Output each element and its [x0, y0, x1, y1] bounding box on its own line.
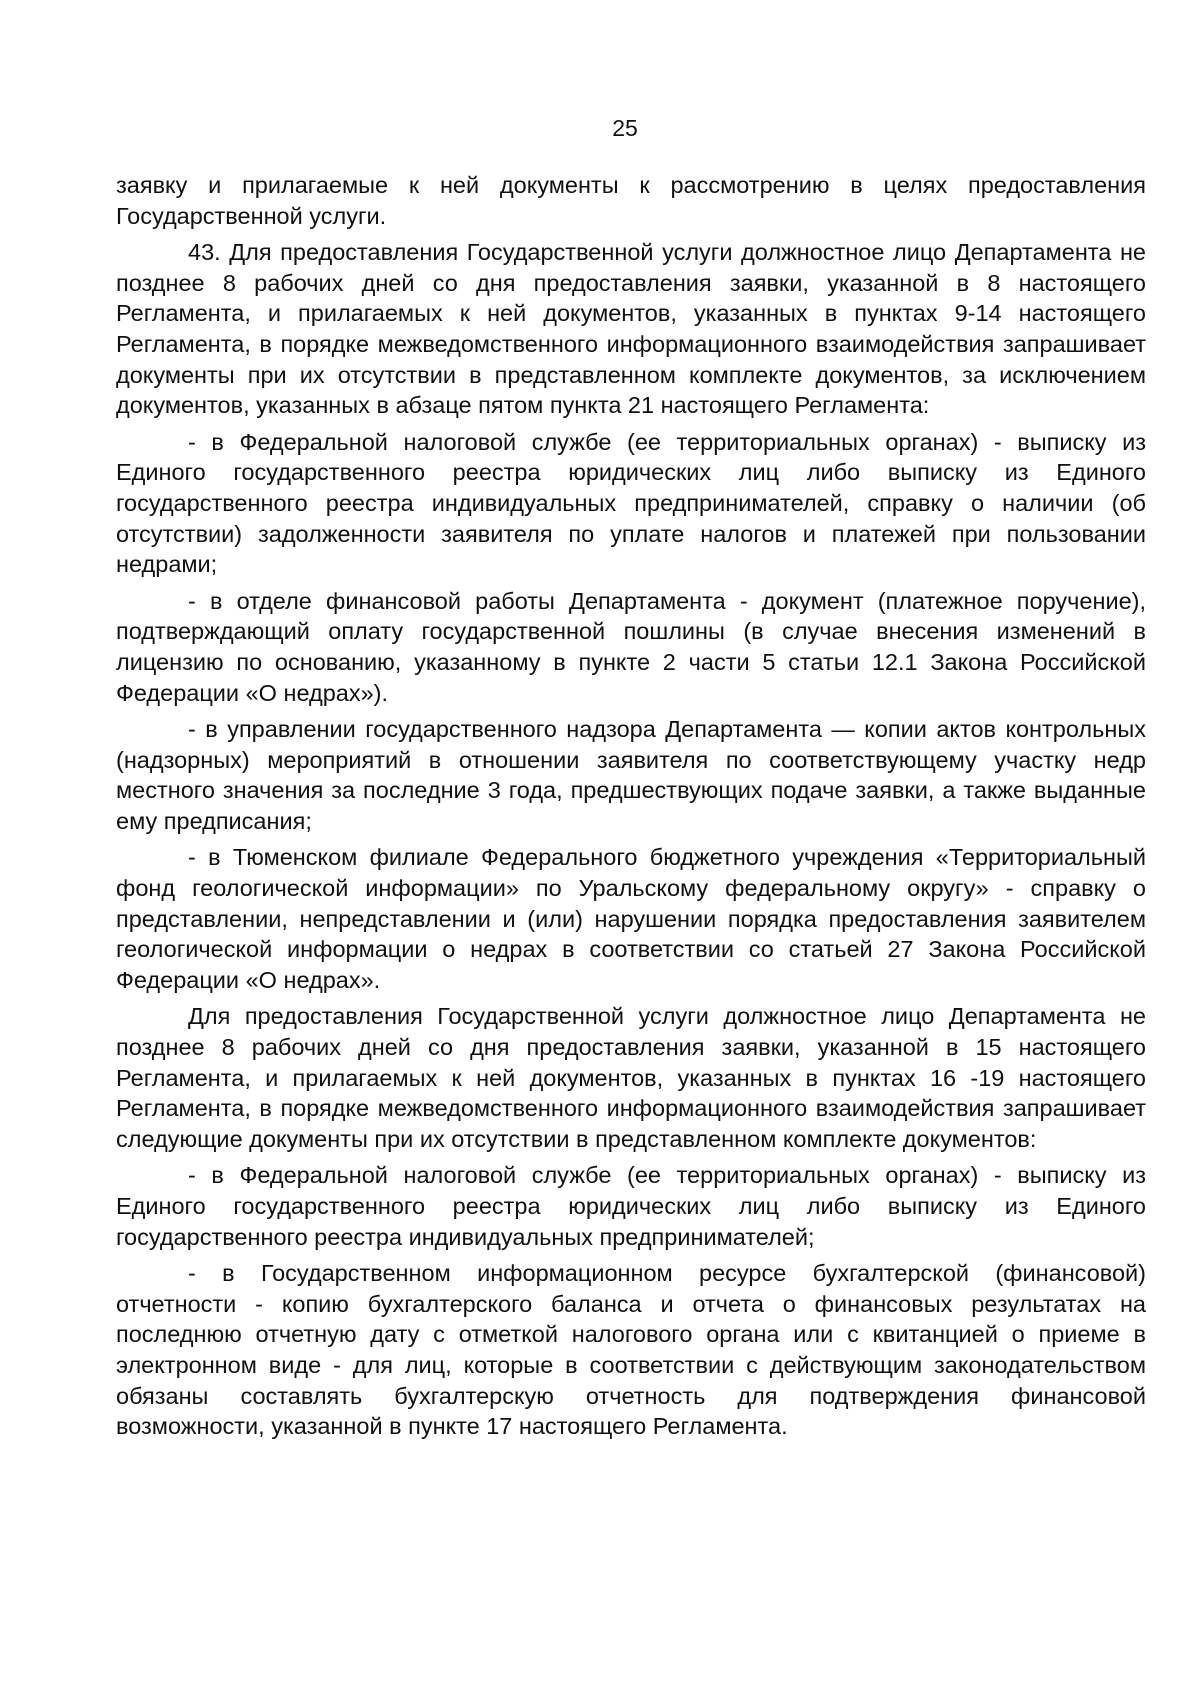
paragraph-accounting-resource: - в Государственном информационном ресурсе бухгалтерской (финансовой) отчетности - копию бухгалтерского баланса и отчета о финансовых результатах на последнюю отчетную дату с отметкой налогового органа или с квитанцией о приеме в электронном виде - для лиц, которые в соответствии с действующим законодательством обязаны составлять бухгалтерскую отчетность для подтверждения финансовой возможности, указанной в пункте 17 настоящего Регламента. [116, 1260, 1146, 1440]
page-number: 25 [612, 115, 638, 141]
paragraph-supervision-department: - в управлении государственного надзора Департамента — копии актов контрольных (надзорных) мероприятий в отношении заявителя по соответствующему участку недр местного значения за последние 3 года, предшествующих подаче заявки, а также выданные ему предписания; [116, 716, 1146, 834]
paragraph-finance-department: - в отделе финансовой работы Департамента - документ (платежное поручение), подтверждающий оплату государственной пошлины (в случае внесения изменений в лицензию по основанию, указанному в пункте 2 части 5 статьи 12.1 Закона Российской Федерации «О недрах»). [116, 587, 1146, 706]
paragraph-fns-request: - в Федеральной налоговой службе (ее территориальных органах) - выписку из Единого государственного реестра юридических лиц либо выписку из Единого государственного реестра индивидуальных предпринимателей, справку о наличии (об отсутствии) задолженности заявителя по уплате налогов и платежей при пользовании недрами; [116, 428, 1146, 578]
paragraph-item-43: 43. Для предоставления Государственной услуги должностное лицо Департамента не позднее 8 рабочих дней со дня предоставления заявки, указанной в 8 настоящего Регламента, и прилагаемых к ней документов, указанных в пунктах 9-14 настоящего Регламента, в порядке межведомственного информационного взаимодействия запрашивает документы при их отсутствии в представленном комплекте документов, за исключением документов, указанных в абзаце пятом пункта 21 настоящего Регламента: [116, 239, 1146, 419]
paragraph-second-request: Для предоставления Государственной услуги должностное лицо Департамента не позднее 8 рабочих дней со дня предоставления заявки, указанной в 15 настоящего Регламента, и прилагаемых к ней документов, указанных в пунктах 16 -19 настоящего Регламента, в порядке межведомственного информационного взаимодействия запрашивает следующие документы при их отсутствии в представленном комплекте документов: [116, 1003, 1146, 1152]
document-body [116, 170, 1146, 1448]
paragraph-fns-request-2: - в Федеральной налоговой службе (ее территориальных органах) - выписку из Единого государственного реестра юридических лиц либо выписку из Единого государственного реестра индивидуальных предпринимателей; [116, 1162, 1146, 1250]
paragraph-continuation: заявку и прилагаемые к ней документы к рассмотрению в целях предоставления Государственной услуги. [116, 172, 1146, 229]
paragraph-tyumen-branch: - в Тюменском филиале Федерального бюджетного учреждения «Территориальный фонд геологической информации» по Уральскому федеральному округу» - справку о представлении, непредставлении и (или) нарушении порядка предоставления заявителем геологической информации о недрах в соответствии со статьей 27 Закона Российской Федерации «О недрах». [116, 844, 1146, 993]
